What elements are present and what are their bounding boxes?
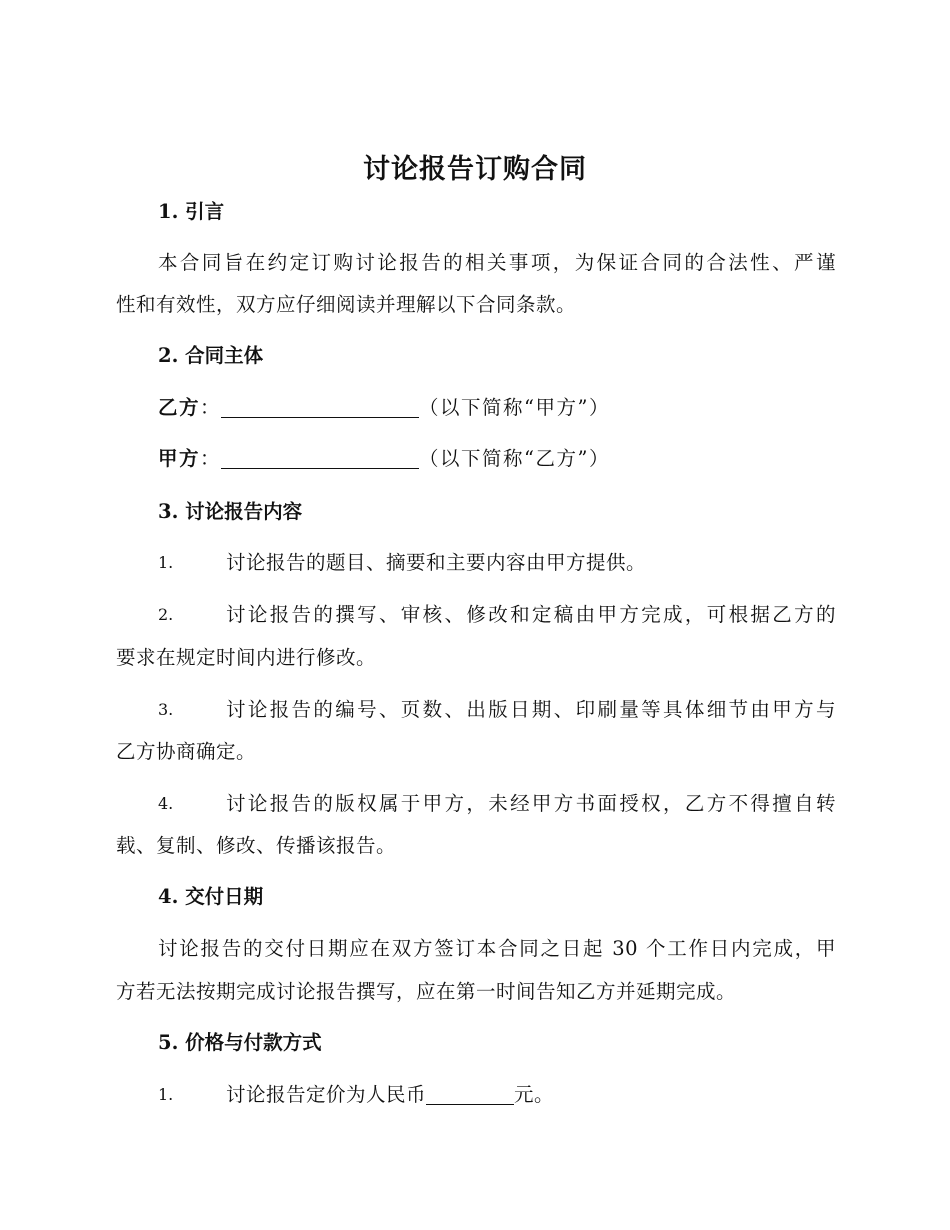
content-item-1-number: 1. (158, 553, 174, 572)
party-b-row (158, 444, 878, 474)
content-item-3-line-1: 讨论报告的编号、页数、出版日期、印刷量等具体细节由甲方与 (226, 698, 836, 721)
intro-paragraph-line-1: 本合同旨在约定订购讨论报告的相关事项，为保证合同的合法性、严谨 (158, 251, 836, 274)
content-item-3-number: 3. (158, 700, 174, 719)
content-item-2-number: 2. (158, 605, 174, 624)
party-a-name-blank[interactable] (221, 395, 419, 418)
party-a-colon: ： (200, 396, 222, 419)
party-b-name-blank[interactable] (221, 446, 419, 469)
content-item-1-text: 讨论报告的题目、摘要和主要内容由甲方提供。 (226, 551, 647, 574)
content-item-4-number: 4. (158, 794, 174, 813)
section-heading-report-content: 3. 讨论报告内容 (158, 500, 303, 523)
content-item-3-line-2: 乙方协商确定。 (116, 740, 257, 763)
party-a-label: 乙方 (158, 396, 201, 419)
price-amount-blank[interactable] (426, 1082, 514, 1105)
delivery-paragraph-line-2: 方若无法按期完成讨论报告撰写，应在第一时间告知乙方并延期完成。 (116, 980, 737, 1003)
content-item-4-line-1: 讨论报告的版权属于甲方，未经甲方书面授权，乙方不得擅自转 (226, 792, 836, 815)
price-item-1-text-after: 元。 (514, 1083, 555, 1106)
section-heading-price-payment: 5. 价格与付款方式 (158, 1031, 322, 1054)
price-item-1-number: 1. (158, 1085, 174, 1104)
party-b-note: （以下简称“乙方”） (419, 447, 610, 470)
section-heading-parties: 2. 合同主体 (158, 344, 264, 367)
content-item-2-line-1: 讨论报告的撰写、审核、修改和定稿由甲方完成，可根据乙方的 (226, 603, 836, 626)
section-heading-delivery-date: 4. 交付日期 (158, 885, 264, 908)
party-a-row (158, 393, 878, 423)
section-heading-intro: 1. 引言 (158, 200, 225, 223)
document-title: 讨论报告订购合同 (363, 154, 587, 185)
content-item-4-line-2: 载、复制、修改、传播该报告。 (116, 834, 397, 857)
content-item-2-line-2: 要求在规定时间内进行修改。 (116, 646, 377, 669)
delivery-paragraph-line-1: 讨论报告的交付日期应在双方签订本合同之日起 30 个工作日内完成，甲 (158, 937, 836, 960)
party-a-note: （以下简称“甲方”） (419, 396, 610, 419)
price-item-1-text-before: 讨论报告定价为人民币 (226, 1083, 427, 1106)
party-b-colon: ： (200, 447, 222, 470)
party-b-label: 甲方 (158, 447, 201, 470)
intro-paragraph-line-2: 性和有效性，双方应仔细阅读并理解以下合同条款。 (116, 293, 577, 316)
price-item-1-row (226, 1080, 836, 1110)
